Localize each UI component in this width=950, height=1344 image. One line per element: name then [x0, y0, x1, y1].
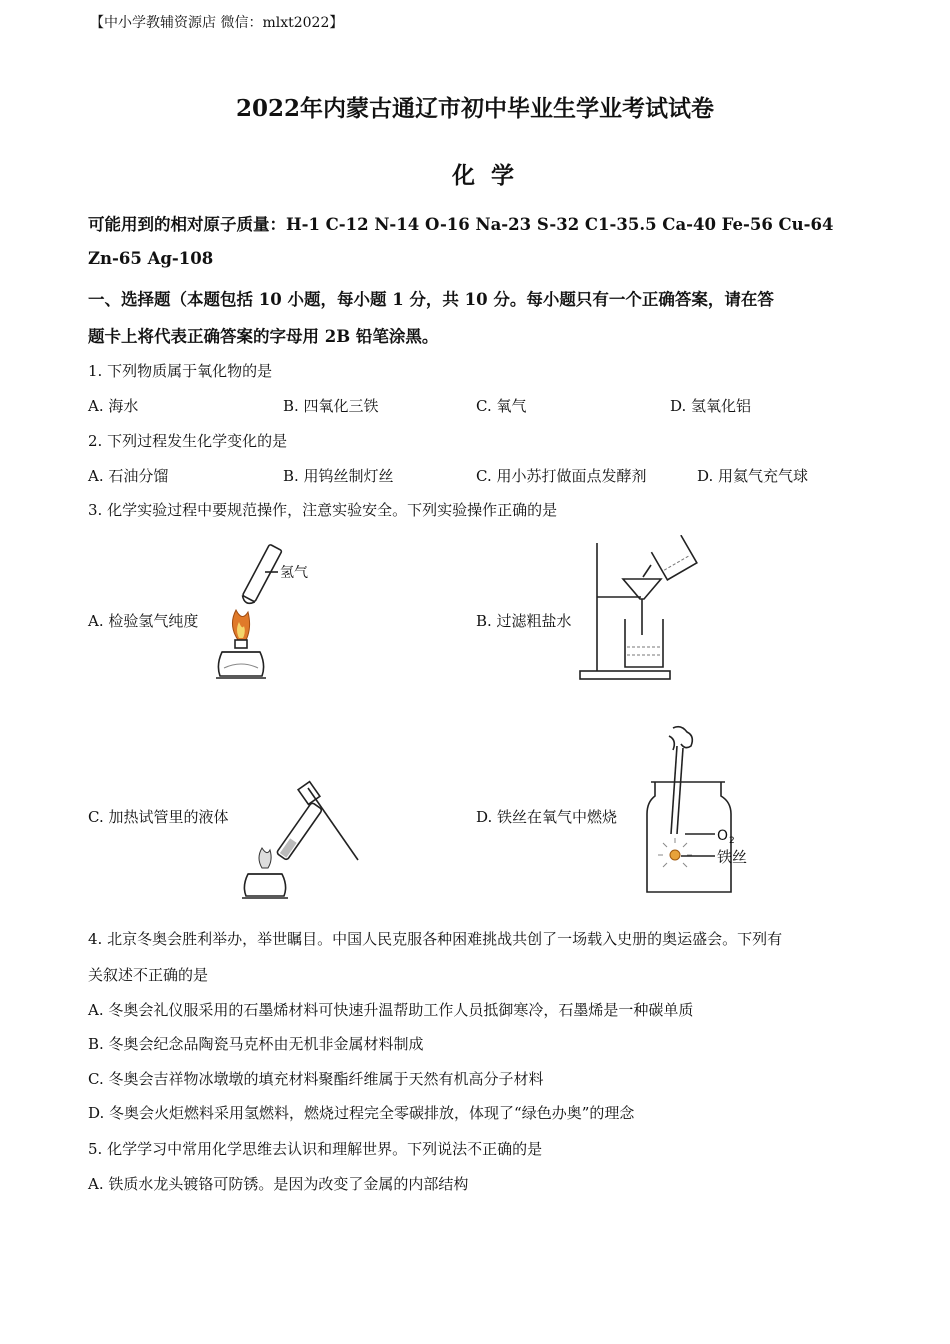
header-note: 【中小学教辅资源店 微信：mlxt2022】 [90, 15, 344, 31]
q2-option-b: B. 用钨丝制灯丝 [283, 467, 394, 485]
question-2-stem: 2. 下列过程发生化学变化的是 [88, 432, 288, 450]
atomic-mass-line-1: 可能用到的相对原子质量：H-1 C-12 N-14 O-16 Na-23 S-32 C1-35.5 Ca-40 Fe-56 Cu-64 [88, 215, 834, 234]
q3-option-b: B. 过滤粗盐水 [476, 612, 572, 630]
question-5-stem: 5. 化学学习中常用化学思维去认识和理解世界。下列说法不正确的是 [88, 1140, 543, 1158]
label-hydrogen: 氢气 [280, 565, 308, 581]
figure-filtration [575, 535, 705, 685]
q2-option-a: A. 石油分馏 [88, 467, 169, 485]
page-title: 2022年内蒙古通辽市初中毕业生学业考试试卷 [235, 95, 714, 122]
q3-option-c: C. 加热试管里的液体 [88, 808, 229, 826]
q5-option-a: A. 铁质水龙头镀铬可防锈。是因为改变了金属的内部结构 [88, 1175, 469, 1193]
question-4-stem-line-2: 关叙述不正确的是 [88, 966, 209, 984]
question-4-stem-line-1: 4. 北京冬奥会胜利举办，举世瞩目。中国人民克服各种困难挑战共创了一场载入史册的奥运盛会。下列有 [88, 930, 783, 948]
question-3-stem: 3. 化学实验过程中要规范操作，注意实验安全。下列实验操作正确的是 [88, 501, 558, 519]
q4-option-d: D. 冬奥会火炬燃料采用氢燃料，燃烧过程完全零碳排放，体现了“绿色办奥”的理念 [88, 1104, 635, 1122]
q1-option-c: C. 氧气 [476, 397, 527, 415]
label-oxygen-subscript: 2 [729, 836, 735, 846]
q1-option-b: B. 四氧化三铁 [283, 397, 379, 415]
question-1-stem: 1. 下列物质属于氧化物的是 [88, 362, 273, 380]
section-heading-line-1: 一、选择题（本题包括 10 小题，每小题 1 分，共 10 分。每小题只有一个正确答案，请在答 [88, 290, 774, 309]
q3-option-d: D. 铁丝在氧气中燃烧 [476, 808, 618, 826]
q4-option-c: C. 冬奥会吉祥物冰墩墩的填充材料聚酯纤维属于天然有机高分子材料 [88, 1070, 544, 1088]
figure-iron-wire-in-oxygen [625, 722, 765, 897]
section-heading-line-2: 题卡上将代表正确答案的字母用 2B 铅笔涂黑。 [88, 327, 439, 346]
q3-option-a: A. 检验氢气纯度 [88, 612, 199, 630]
subject-title: 化学 [452, 162, 530, 189]
label-oxygen: O [717, 828, 729, 844]
figure-hydrogen-purity-test [210, 540, 320, 685]
label-iron-wire: 铁丝 [717, 848, 748, 866]
q2-option-c: C. 用小苏打做面点发酵剂 [476, 467, 647, 485]
q1-option-a: A. 海水 [88, 397, 139, 415]
q4-option-a: A. 冬奥会礼仪服采用的石墨烯材料可快速升温帮助工作人员抵御寒冷，石墨烯是一种碳单质 [88, 1001, 694, 1019]
q1-option-d: D. 氢氧化铝 [670, 397, 752, 415]
figure-heating-test-tube [240, 778, 365, 903]
atomic-mass-line-2: Zn-65 Ag-108 [88, 249, 214, 268]
q4-option-b: B. 冬奥会纪念品陶瓷马克杯由无机非金属材料制成 [88, 1035, 424, 1053]
q2-option-d: D. 用氦气充气球 [697, 467, 809, 485]
